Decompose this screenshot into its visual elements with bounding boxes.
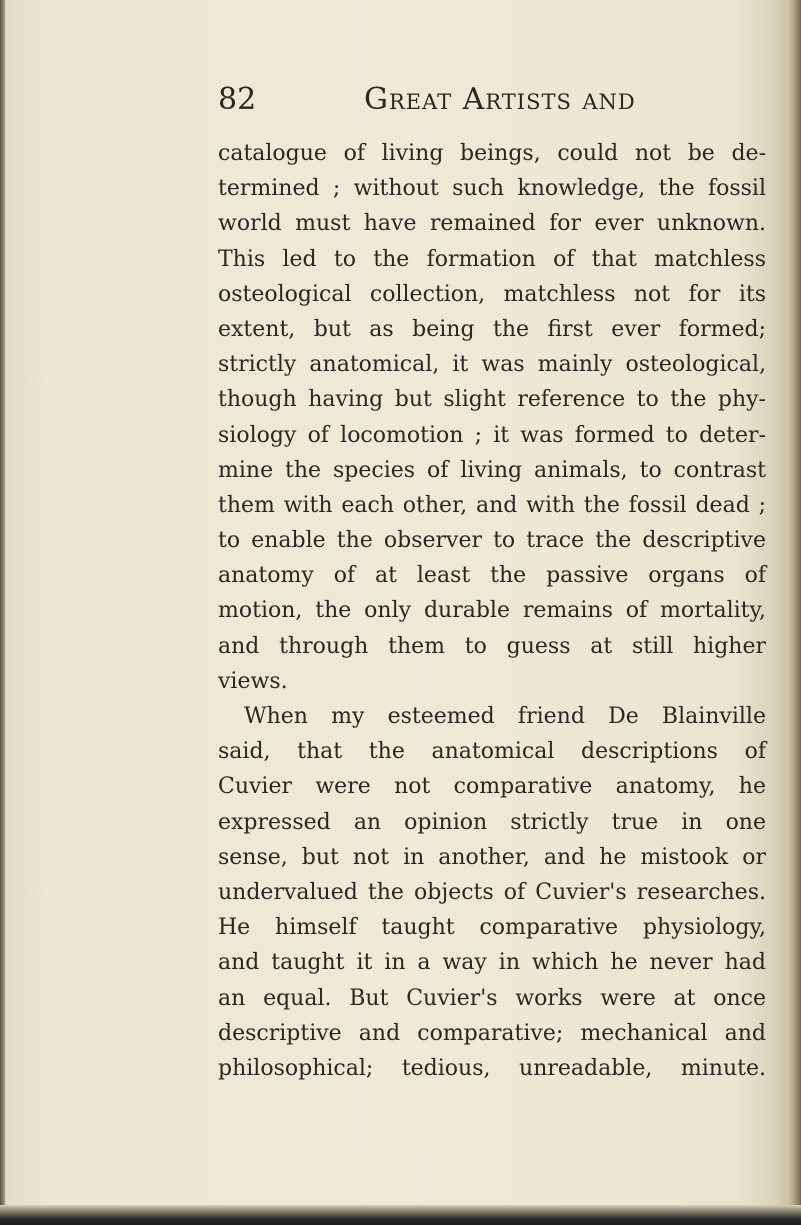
- text-line: He himself taught comparative physiology,: [218, 915, 766, 941]
- text-line: Cuvier were not comparative anatomy, he: [218, 774, 766, 800]
- text-line: When my esteemed friend De Blainville: [244, 704, 766, 729]
- page-number: 82: [218, 82, 257, 117]
- page-bottom-edge: [0, 1205, 801, 1225]
- text-line: extent, but as being the first ever formed;: [218, 316, 766, 342]
- text-line: siology of locomotion ; it was formed to deter-: [218, 422, 766, 448]
- page-header: [218, 82, 778, 126]
- page-left-edge: [0, 0, 5, 1225]
- text-line: strictly anatomical, it was mainly osteological,: [218, 352, 766, 378]
- text-line: osteological collection, matchless not for its: [218, 281, 766, 307]
- text-line: world must have remained for ever unknown.: [218, 211, 766, 237]
- text-line: to enable the observer to trace the descriptive: [218, 528, 766, 554]
- text-line: This led to the formation of that matchless: [218, 246, 766, 272]
- text-line: catalogue of living beings, could not be de-: [218, 141, 766, 166]
- text-line: an equal. But Cuvier's works were at once: [218, 985, 766, 1011]
- text-line: them with each other, and with the fossil dead ;: [218, 492, 766, 518]
- text-line: mine the species of living animals, to contrast: [218, 457, 766, 483]
- body-text: [218, 136, 766, 1086]
- text-line: descriptive and comparative; mechanical and: [218, 1020, 766, 1046]
- text-line: views.: [218, 668, 288, 694]
- text-line: expressed an opinion strictly true in one: [218, 809, 766, 835]
- text-line: philosophical; tedious, unreadable, minute.: [218, 1055, 766, 1081]
- text-line: anatomy of at least the passive organs of: [218, 563, 766, 589]
- text-line: though having but slight reference to the phy-: [218, 387, 766, 413]
- text-line: undervalued the objects of Cuvier's researches.: [218, 879, 766, 905]
- text-line: and through them to guess at still higher: [218, 633, 766, 659]
- text-line: and taught it in a way in which he never had: [218, 950, 766, 976]
- page-right-edge: [787, 0, 801, 1225]
- running-head: Great Artists and: [364, 82, 636, 117]
- text-line: sense, but not in another, and he mistook or: [218, 844, 766, 870]
- text-line: said, that the anatomical descriptions of: [218, 739, 766, 765]
- text-line: termined ; without such knowledge, the fossil: [218, 176, 766, 202]
- text-line: motion, the only durable remains of mortality,: [218, 598, 766, 624]
